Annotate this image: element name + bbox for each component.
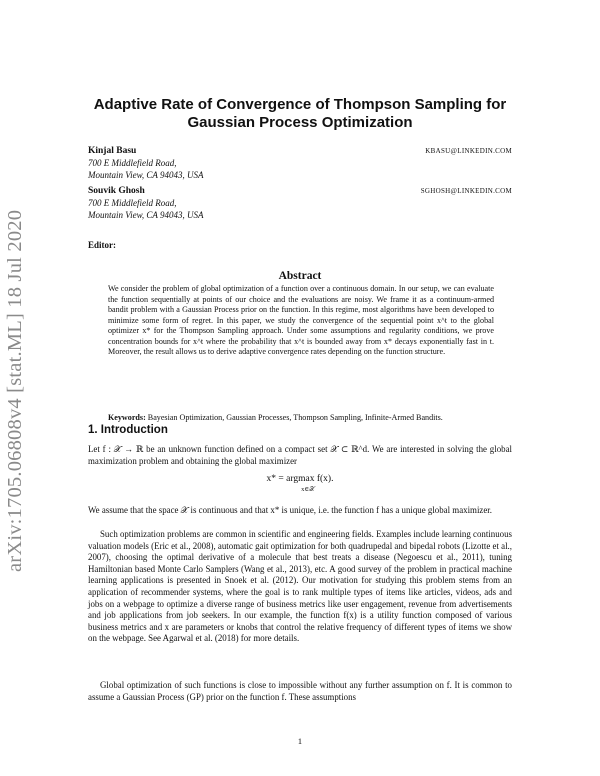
author-name: Kinjal Basu: [88, 146, 137, 156]
keywords-label: Keywords:: [108, 413, 146, 422]
equation-subscript: x∈𝒳: [301, 486, 315, 493]
intro-paragraph-3: Such optimization problems are common in scientific and engineering fields. Examples include learning continuous valuation models (Eric et al., 2008), automatic gait optimization for both quadrupedal and bipedal robots (Lizotte et al., 2007), choosing the optimal derivative of a molecule that best treats a disease (Negoescu et al., 2011), tuning Hamiltonian based Monte Carlo Samplers (Wang et al., 2013), etc. A good survey of the problem in practical machine learning applications is presented in Snoek et al. (2012). Our motivation for studying this problem stems from an application of recommender systems, where the goal is to rank multiple types of items like articles, videos, ads and jobs on a webpage to optimize a diverse range of business metrics like user engagement, revenue from advertisements and job applications from job seekers. In our example, the function f(x) is a utility function composed of various business metrics and x are parameters or knobs that control the relative frequency of different types of items we show on the webpage. See Agarwal et al. (2018) for more details.: [88, 529, 512, 644]
author-address-line: Mountain View, CA 94043, USA: [88, 210, 204, 220]
section-heading-introduction: 1. Introduction: [88, 424, 168, 436]
author-address-line: 700 E Middlefield Road,: [88, 158, 177, 168]
author-email[interactable]: KBASU@LINKEDIN.COM: [425, 147, 512, 155]
keywords-list: Bayesian Optimization, Gaussian Processes, Thompson Sampling, Infinite-Armed Bandits.: [147, 413, 443, 422]
intro-paragraph-1: Let f : 𝒳 → ℝ be an unknown function defined on a compact set 𝒳 ⊂ ℝ^d. We are interested in solving the global maximization problem and obtaining the global maximizer: [88, 444, 512, 466]
arxiv-identifier-stamp: arXiv:1705.06808v4 [stat.ML] 18 Jul 2020: [4, 209, 26, 572]
title-line-2: Gaussian Process Optimization: [187, 114, 413, 131]
intro-paragraph-4: Global optimization of such functions is close to impossible without any further assumption on f. It is common to assume a Gaussian Process (GP) prior on the function f. These assumptions: [88, 680, 512, 702]
author-address-line: Mountain View, CA 94043, USA: [88, 170, 204, 180]
author-email[interactable]: SGHOSH@LINKEDIN.COM: [420, 187, 512, 195]
intro-paragraph-2: We assume that the space 𝒳 is continuous and that x* is unique, i.e. the function f has a unique global maximizer.: [88, 505, 492, 515]
abstract-heading: Abstract: [278, 270, 322, 282]
author-block-2: [88, 185, 512, 221]
author-address-line: 700 E Middlefield Road,: [88, 198, 177, 208]
editor-label: Editor:: [88, 240, 116, 250]
equation-argmax: [88, 474, 512, 495]
author-block-1: [88, 145, 512, 181]
author-name: Souvik Ghosh: [88, 186, 145, 196]
equation-main: x* = argmax f(x).: [266, 474, 334, 484]
abstract-text: We consider the problem of global optimization of a function over a continuous domain. In our setup, we can evaluate the function sequentially at points of our choice and the evaluations are noisy. We frame it as a continuum-armed bandit problem with a Gaussian Process prior on the function. In this regime, most algorithms have been developed to minimize some form of regret. In this paper, we study the convergence of the sequential point x^t to the global optimizer x* for the Thompson Sampling approach. Under some assumptions and regularity conditions, we prove concentration bounds for x^t where the probability that x^t is bounded away from x* decays exponentially fast in t. Moreover, the result allows us to derive adaptive convergence rates depending on the function structure.: [108, 284, 494, 356]
keywords: [108, 413, 494, 424]
paper-title: [88, 96, 512, 132]
title-line-1: Adaptive Rate of Convergence of Thompson Sampling for: [93, 96, 507, 113]
page-number: 1: [297, 736, 303, 746]
